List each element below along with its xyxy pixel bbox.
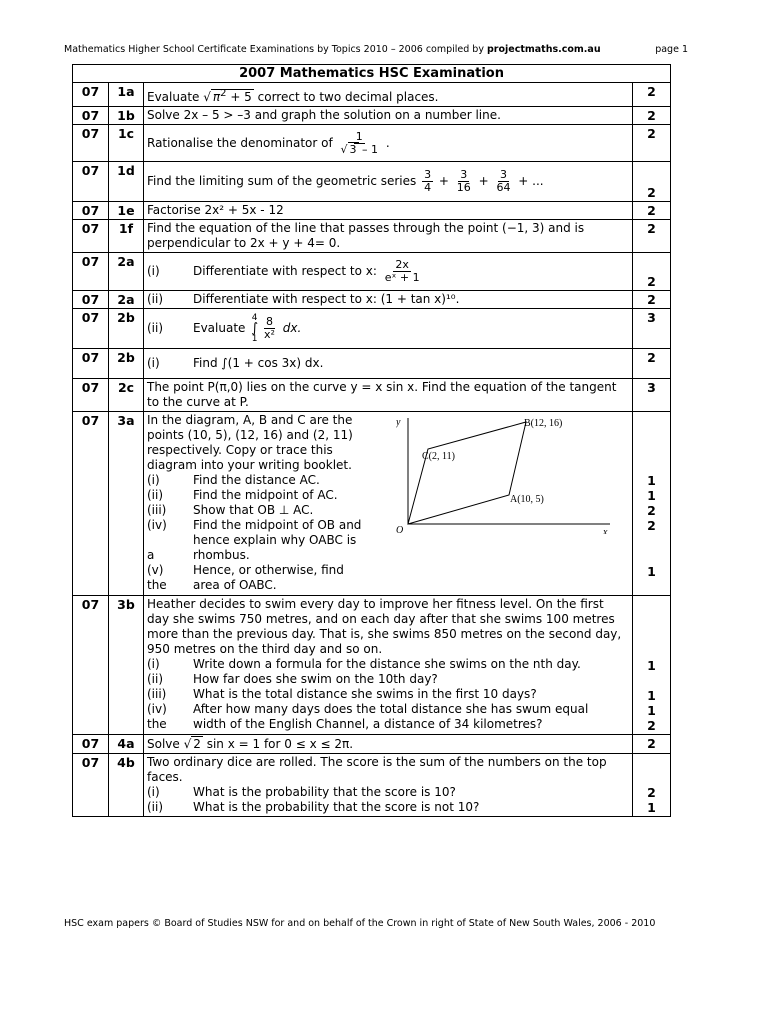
marks-cell <box>633 253 671 291</box>
pi: π <box>212 90 221 104</box>
text: Find ∫(1 + cos 3x) dx. <box>193 356 324 370</box>
marks: 2 <box>647 518 656 533</box>
table-row <box>73 291 671 309</box>
fraction <box>262 316 277 341</box>
text: What is the probability that the score is 10? <box>193 785 456 799</box>
question-text: Solve √ 2 sin x = 1 for 0 ≤ x ≤ 2π. <box>144 735 633 754</box>
text: Find the midpoint of AC. <box>193 488 338 502</box>
marks-cell: 2 <box>633 107 671 125</box>
sqrt-expr: 3 <box>349 142 357 156</box>
year-cell: 07 <box>73 162 109 202</box>
part-label: (ii) <box>147 488 164 502</box>
marks: 2 <box>647 718 656 733</box>
question-cell: 1b <box>109 107 144 125</box>
point-a-label: A(10, 5) <box>510 494 544 505</box>
sub-part <box>147 259 629 284</box>
question-text: Evaluate √ $\pi^2 + 5$ correct to two decimal places. <box>144 83 633 107</box>
y-axis-label: y <box>396 417 401 428</box>
text: the <box>147 717 167 731</box>
sub-part <box>147 657 629 672</box>
integral-sign: ∫ <box>251 321 259 336</box>
marks-cell: 2 <box>633 83 671 107</box>
table-row <box>73 309 671 349</box>
table-row <box>73 754 671 817</box>
table-row <box>73 220 671 253</box>
year-cell: 07 <box>73 253 109 291</box>
question-cell: 1d <box>109 162 144 202</box>
question-intro: Two ordinary dice are rolled. The score is the sum of the numbers on the top faces. <box>147 755 607 784</box>
question-text <box>144 412 633 596</box>
question-cell: 1f <box>109 220 144 253</box>
numerator: 3 <box>460 168 468 181</box>
denominator: x² <box>264 328 275 341</box>
year-cell: 07 <box>73 349 109 379</box>
table-row <box>73 596 671 735</box>
table-row <box>73 125 671 162</box>
marks-cell <box>633 754 671 817</box>
origin-label: O <box>396 525 404 534</box>
part-label: (ii) <box>147 800 164 814</box>
table-title: 2007 Mathematics HSC Examination <box>73 65 671 83</box>
sub-part <box>147 578 629 593</box>
marks: 2 <box>647 274 656 289</box>
denominator: eˣ + 1 <box>384 271 420 284</box>
year-cell: 07 <box>73 83 109 107</box>
marks: 2 <box>647 503 656 518</box>
sqrt-expr: $\pi^2 + 5$ <box>212 88 252 104</box>
text: What is the probability that the score is not 10? <box>193 800 480 814</box>
text: rhombus. <box>193 548 250 562</box>
table-row <box>73 202 671 220</box>
sqrt-expr: 2 <box>193 737 201 751</box>
question-text <box>144 125 633 162</box>
year-cell: 07 <box>73 596 109 735</box>
year-cell: 07 <box>73 291 109 309</box>
sub-part <box>147 672 629 687</box>
text: What is the total distance she swims in the first 10 days? <box>193 687 537 701</box>
text: Differentiate with respect to x: (1 + tan x)¹⁰. <box>193 292 460 306</box>
question-cell: 3a <box>109 412 144 596</box>
text: Solve <box>147 737 184 751</box>
part-label: (iv) <box>147 702 167 716</box>
sub-part <box>147 292 629 307</box>
text: width of the English Channel, a distance of 34 kilometres? <box>193 717 543 731</box>
sub-part <box>147 785 629 800</box>
text: + 5 <box>226 90 252 104</box>
marks: 2 <box>647 785 656 800</box>
text: . <box>382 135 390 150</box>
part-label: (i) <box>147 657 160 671</box>
header-site: projectmaths.com.au <box>486 44 601 55</box>
question-text <box>144 309 633 349</box>
question-intro: Heather decides to swim every day to improve her fitness level. On the first day she swims 750 metres, and on each day after that she swims 100 metres more than the previous day. That is, she swims 850 metres on the second day, 950 metres on the third day and so on. <box>147 597 622 656</box>
fraction <box>455 169 473 194</box>
marks-cell: 2 <box>633 735 671 754</box>
question-intro: In the diagram, A, B and C are the points (10, 5), (12, 16) and (2, 11) respectively. Copy or trace this diagram into your writing booklet. <box>147 413 353 472</box>
sub-part <box>147 356 629 371</box>
text: Find the limiting sum of the geometric series <box>147 174 421 188</box>
sub-part <box>147 687 629 702</box>
marks-cell: 2 <box>633 125 671 162</box>
part-label: (iii) <box>147 503 167 517</box>
table-row <box>73 107 671 125</box>
marks: 1 <box>647 473 656 488</box>
question-text: Solve 2x – 5 > –3 and graph the solution on a number line. <box>144 107 633 125</box>
sub-part <box>147 717 629 732</box>
question-text <box>144 291 633 309</box>
text: Find the midpoint of OB and hence explain why OABC is <box>193 518 362 547</box>
point-c-label: C(2, 11) <box>422 451 455 462</box>
fraction <box>422 169 433 194</box>
marks-cell: 2 <box>633 349 671 379</box>
denominator: 4 <box>424 181 432 194</box>
sub-part <box>147 702 629 717</box>
marks-cell: 2 <box>633 220 671 253</box>
table-row <box>73 349 671 379</box>
marks: 1 <box>647 688 656 703</box>
question-cell: 2a <box>109 291 144 309</box>
point-b-label: B(12, 16) <box>524 418 563 429</box>
marks: 1 <box>647 564 656 579</box>
part-label: (iv) <box>147 518 167 532</box>
denominator: √ 3 – 1 <box>340 142 379 156</box>
fraction <box>494 169 512 194</box>
part-label: (ii) <box>147 672 164 686</box>
page-number: page 1 <box>655 44 688 55</box>
rhombus-diagram <box>396 416 616 534</box>
marks: 1 <box>647 488 656 503</box>
question-cell: 1a <box>109 83 144 107</box>
table-row <box>73 412 671 596</box>
question-text: Find the equation of the line that passes through the point (−1, 3) and is perpendicular to 2x + y + 4= 0. <box>144 220 633 253</box>
sub-part <box>147 563 629 578</box>
question-text <box>144 349 633 379</box>
denominator: 16 <box>456 181 471 194</box>
marks-cell: 2 <box>633 291 671 309</box>
text: Rationalise the denominator of <box>147 135 337 150</box>
rhombus-oabc <box>408 422 526 524</box>
part-label: (ii) <box>147 292 164 306</box>
text: Show that OB ⊥ AC. <box>193 503 314 517</box>
table-row <box>73 735 671 754</box>
question-text <box>144 253 633 291</box>
table-row <box>73 162 671 202</box>
year-cell: 07 <box>73 309 109 349</box>
year-cell: 07 <box>73 412 109 596</box>
year-cell: 07 <box>73 735 109 754</box>
question-text: The point P(π,0) lies on the curve y = x sin x. Find the equation of the tangent to the curve at P. <box>144 379 633 412</box>
text: area of OABC. <box>193 578 277 592</box>
x-axis-label: x <box>603 527 608 534</box>
marks-cell <box>633 162 671 202</box>
marks-cell: 3 <box>633 309 671 349</box>
year-cell: 07 <box>73 202 109 220</box>
numerator: 8 <box>265 315 273 328</box>
question-cell: 2a <box>109 253 144 291</box>
part-label: (i) <box>147 785 160 799</box>
text: Find the distance AC. <box>193 473 320 487</box>
part-label: (i) <box>147 264 160 278</box>
question-text <box>144 596 633 735</box>
text: dx. <box>278 321 302 335</box>
numerator: 2x <box>395 258 409 271</box>
fraction <box>339 131 381 156</box>
marks-cell <box>633 412 671 596</box>
sub-part <box>147 548 629 563</box>
part-label: (v) <box>147 563 164 577</box>
denominator: 64 <box>496 181 511 194</box>
marks-cell: 3 <box>633 379 671 412</box>
year-cell: 07 <box>73 220 109 253</box>
marks: 1 <box>647 800 656 815</box>
text: Differentiate with respect to x: <box>193 264 381 278</box>
table-row <box>73 83 671 107</box>
year-cell: 07 <box>73 379 109 412</box>
year-cell: 07 <box>73 125 109 162</box>
question-cell: 2c <box>109 379 144 412</box>
numerator: 3 <box>424 168 432 181</box>
header-text: Mathematics Higher School Certificate Examinations by Topics 2010 – 2006 compiled by <box>64 44 487 55</box>
text: the <box>147 578 167 592</box>
question-cell: 2b <box>109 309 144 349</box>
text: Evaluate <box>193 321 250 335</box>
marks: 1 <box>647 703 656 718</box>
question-cell: 4a <box>109 735 144 754</box>
question-text <box>144 754 633 817</box>
text: Write down a formula for the distance she swims on the nth day. <box>193 657 581 671</box>
table-title-row <box>73 65 671 83</box>
page-footer: HSC exam papers © Board of Studies NSW for and on behalf of the Crown in right of State of New South Wales, 2006 - 2010 <box>64 918 656 929</box>
marks: 1 <box>647 658 656 673</box>
table-row <box>73 379 671 412</box>
marks-cell <box>633 596 671 735</box>
numerator: 3 <box>499 168 507 181</box>
numerator: 1 <box>355 129 363 143</box>
text: + ... <box>514 174 544 188</box>
question-cell: 1c <box>109 125 144 162</box>
sub-part <box>147 313 629 344</box>
marks: 2 <box>647 185 656 200</box>
text: sin x = 1 for 0 ≤ x ≤ 2π. <box>202 737 354 751</box>
text: correct to two decimal places. <box>253 90 439 104</box>
year-cell: 07 <box>73 107 109 125</box>
text: How far does she swim on the 10th day? <box>193 672 438 686</box>
exam-table <box>72 64 671 817</box>
question-cell: 4b <box>109 754 144 817</box>
part-label: (i) <box>147 356 160 370</box>
question-cell: 3b <box>109 596 144 735</box>
sub-part <box>147 800 629 815</box>
text: Hence, or otherwise, find <box>193 563 344 577</box>
upper-limit: 4 <box>251 313 258 323</box>
question-text: Factorise 2x² + 5x - 12 <box>144 202 633 220</box>
lower-limit: 1 <box>251 334 258 344</box>
text: Evaluate <box>147 90 204 104</box>
part-label: (iii) <box>147 687 167 701</box>
fraction <box>383 259 422 284</box>
year-cell: 07 <box>73 754 109 817</box>
part-label: (ii) <box>147 321 164 335</box>
text: After how many days does the total distance she has swum equal <box>193 702 589 716</box>
table-row <box>73 253 671 291</box>
part-label: (i) <box>147 473 160 487</box>
question-cell: 2b <box>109 349 144 379</box>
text: a <box>147 548 155 562</box>
marks-cell: 2 <box>633 202 671 220</box>
question-cell: 1e <box>109 202 144 220</box>
page-header <box>64 44 688 55</box>
text: – 1 <box>358 142 379 156</box>
question-text: Find the limiting sum of the geometric series $\frac{3}{4}$ + $\frac{3}{16}$ + $\frac{3}{64}$ + ... <box>144 162 633 202</box>
integral-limits <box>251 313 258 344</box>
